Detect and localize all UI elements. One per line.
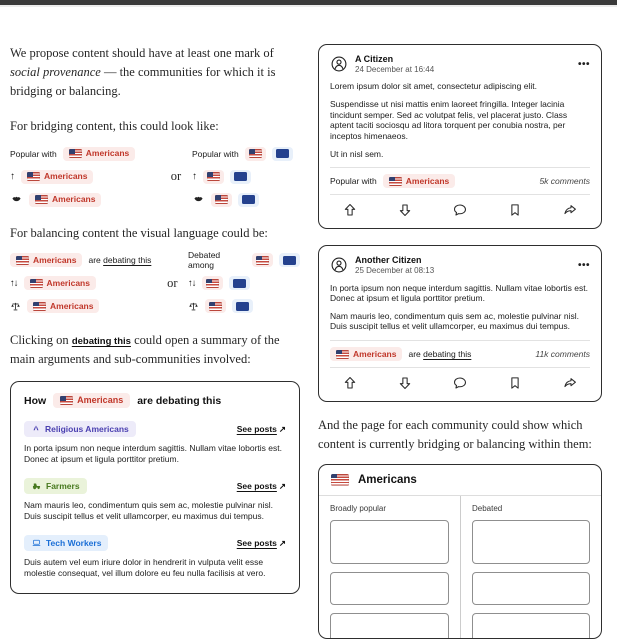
post-menu-dots-icon[interactable]: •••	[577, 259, 590, 271]
share-icon[interactable]	[562, 202, 578, 218]
us-flag-badge[interactable]	[202, 276, 223, 290]
upvote-icon[interactable]	[342, 202, 358, 218]
avatar-person-icon[interactable]	[330, 256, 348, 274]
post-menu-dots-icon[interactable]: •••	[577, 58, 590, 70]
debating-this-link[interactable]: debating this	[103, 255, 152, 266]
external-link-arrow-icon: ↗	[278, 423, 286, 434]
us-flag-icon	[27, 172, 40, 181]
laptop-icon	[31, 538, 42, 548]
us-flag-icon	[16, 256, 29, 265]
balancing-examples-flags	[188, 250, 300, 314]
eu-flag-badge[interactable]	[272, 147, 293, 161]
us-flag-icon	[60, 396, 73, 405]
popular-with-label: Popular with	[192, 148, 239, 159]
us-flag-icon	[207, 172, 220, 181]
up-down-arrows-icon: ↑↓	[188, 277, 196, 289]
upvote-icon[interactable]	[342, 375, 358, 391]
or-separator: or	[170, 169, 182, 184]
share-icon[interactable]	[562, 375, 578, 391]
up-arrow-icon: ↑	[10, 170, 15, 182]
debating-this-link[interactable]: debating this	[423, 349, 472, 360]
intro-text: We propose content should have at least one mark of	[10, 46, 274, 60]
americans-badge[interactable]: Americans	[21, 170, 93, 184]
us-flag-icon	[35, 195, 48, 204]
us-flag-icon	[33, 302, 46, 311]
example-updown-americans	[10, 276, 157, 291]
popular-with-label: Popular with	[10, 148, 57, 159]
example-upvote-flags	[192, 169, 293, 184]
religious-americans-chip[interactable]: Religious Americans	[24, 421, 136, 437]
content-placeholder-box	[472, 520, 590, 564]
bridging-examples-named	[10, 146, 160, 207]
bridging-examples	[10, 146, 300, 207]
bookmark-icon[interactable]	[507, 375, 523, 391]
clicking-paragraph: Clicking on debating this could open a summary of the main arguments and sub-communities involved:	[10, 332, 280, 366]
americans-badge[interactable]: Americans	[29, 193, 101, 207]
intro-paragraph	[10, 44, 300, 100]
tractor-icon	[31, 481, 42, 491]
eu-flag-badge[interactable]	[279, 253, 300, 267]
post-actions-bar	[330, 194, 590, 224]
us-flag-badge[interactable]	[203, 170, 224, 184]
broadly-popular-column	[319, 496, 460, 639]
up-arrow-icon: ↑	[192, 170, 197, 182]
comment-icon[interactable]	[452, 375, 468, 391]
bookmark-icon[interactable]	[507, 202, 523, 218]
popular-with-label: Popular with	[330, 176, 377, 187]
eu-flag-icon	[233, 279, 246, 288]
comment-icon[interactable]	[452, 202, 468, 218]
example-debated-among	[188, 250, 300, 271]
see-posts-link[interactable]: See posts ↗	[236, 423, 286, 435]
section-summary-text: In porta ipsum non neque interdum sagittis. Nullam vitae lobortis est. Donec at ipsum et ligula porttitor pretium.	[24, 443, 282, 465]
content-placeholder-box	[330, 520, 449, 564]
americans-badge[interactable]: Americans	[10, 253, 82, 267]
intro-text-end: — the communities for which it is bridging or balancing.	[10, 64, 276, 98]
example-updown-flags	[188, 276, 300, 291]
eu-flag-badge[interactable]	[232, 299, 253, 313]
see-posts-link[interactable]: See posts ↗	[236, 480, 286, 492]
us-flag-badge[interactable]	[252, 253, 273, 267]
us-flag-badge[interactable]	[245, 147, 266, 161]
debated-column	[460, 496, 601, 639]
are-debating-text: are debating this	[88, 255, 152, 266]
americans-badge[interactable]: Americans	[63, 147, 135, 161]
us-flag-icon	[215, 195, 228, 204]
us-flag-icon	[209, 302, 222, 311]
us-flag-icon	[256, 256, 269, 265]
us-flag-icon	[30, 279, 43, 288]
comments-count[interactable]: 11k comments	[535, 349, 590, 360]
subcommunity-section-religious	[24, 421, 286, 465]
example-scale-flags	[188, 299, 300, 314]
summary-card-title: How Americans are debating this	[24, 394, 222, 407]
window-top-bar	[0, 0, 617, 7]
subcommunity-section-tech-workers	[24, 535, 286, 579]
post-card-a-citizen	[318, 44, 602, 229]
right-column	[318, 44, 602, 639]
us-flag-icon	[206, 279, 219, 288]
us-flag-badge[interactable]	[211, 193, 232, 207]
americans-badge[interactable]: Americans	[53, 393, 130, 408]
section-summary-text: Nam mauris leo, condimentum quis sem ac, molestie pulvinar nisl. Duis suscipit tellus et velit ullamcorper, eu maximus dui tempus.	[24, 500, 273, 522]
post-timestamp: 24 December at 16:44	[355, 64, 435, 74]
us-flag-icon	[249, 149, 262, 158]
post-author[interactable]: A Citizen	[355, 54, 394, 64]
post-provenance-row	[330, 167, 590, 194]
post-provenance-row	[330, 340, 590, 367]
bridging-examples-flags	[192, 146, 293, 207]
debating-this-link[interactable]: debating this	[71, 335, 131, 347]
eu-flag-icon	[283, 256, 296, 265]
example-handshake-americans	[10, 192, 160, 207]
community-card-header	[319, 465, 601, 496]
us-flag-badge[interactable]	[205, 299, 226, 313]
example-scale-americans	[10, 299, 157, 314]
farmers-chip[interactable]: Farmers	[24, 478, 87, 494]
external-link-arrow-icon: ↗	[278, 537, 286, 548]
intro-emphasis: social provenance	[10, 64, 101, 79]
handshake-icon	[10, 194, 23, 205]
us-flag-icon	[389, 177, 402, 186]
us-flag-icon	[336, 350, 349, 359]
post-body: Lorem ipsum dolor sit amet, consectetur adipiscing elit. Suspendisse ut nisi mattis enim laoreet fringilla. Integer lacinia tincidunt semper. Sed ac volutpat felis, vel placerat justo. Class aptent taciti sociosqu ad litora torquent per conubia nostra, per inceptos himenaeos. Ut in nisl sem.	[330, 81, 568, 159]
community-page-card	[318, 464, 602, 639]
eu-flag-badge[interactable]	[238, 193, 259, 207]
americans-badge[interactable]: Americans	[24, 276, 96, 290]
post-author[interactable]: Another Citizen	[355, 255, 422, 266]
post-body: In porta ipsum non neque interdum sagittis. Nullam vitae lobortis est. Donec at ipsum et ligula porttitor pretium. Nam mauris leo, condimentum quis sem ac, molestie pulvinar nisl. Duis suscipit tellus et velit ullamcorper, eu maximus dui tempus.	[330, 282, 588, 332]
downvote-icon[interactable]	[397, 202, 413, 218]
up-down-arrows-icon: ↑↓	[10, 277, 18, 289]
americans-badge[interactable]: Americans	[27, 299, 99, 313]
post-card-another-citizen	[318, 245, 602, 402]
downvote-icon[interactable]	[397, 375, 413, 391]
balance-scale-icon	[188, 301, 199, 312]
see-posts-link[interactable]: See posts ↗	[236, 537, 286, 549]
example-popular-with-flags	[192, 146, 293, 161]
community-name: Americans	[358, 473, 417, 486]
us-flag-icon	[69, 149, 82, 158]
example-handshake-flags	[192, 192, 293, 207]
example-americans-debating	[10, 253, 157, 268]
eu-flag-badge[interactable]	[230, 170, 251, 184]
balancing-examples	[10, 250, 300, 314]
left-column	[10, 40, 300, 594]
eu-flag-icon	[234, 172, 247, 181]
eu-flag-icon	[276, 149, 289, 158]
example-popular-with-americans	[10, 146, 160, 161]
avatar-person-icon[interactable]	[330, 55, 348, 73]
balance-scale-icon	[10, 301, 21, 312]
us-flag-icon	[331, 474, 349, 486]
post-actions-bar	[330, 367, 590, 397]
community-page-paragraph: And the page for each community could show which content is currently bridging or balancing within them:	[318, 418, 592, 451]
debate-summary-card	[10, 381, 300, 593]
praying-hands-icon	[31, 424, 41, 434]
eu-flag-icon	[242, 195, 255, 204]
balancing-heading: For balancing content the visual language could be:	[10, 226, 268, 240]
tech-workers-chip[interactable]: Tech Workers	[24, 535, 108, 551]
subcommunity-section-farmers	[24, 478, 286, 522]
are-debating-text: are debating this	[408, 349, 472, 360]
content-placeholder-box	[330, 613, 449, 639]
post-timestamp: 25 December at 08:13	[355, 265, 435, 275]
eu-flag-badge[interactable]	[229, 276, 250, 290]
handshake-icon	[192, 194, 205, 205]
external-link-arrow-icon: ↗	[278, 480, 286, 491]
americans-badge[interactable]: Americans	[383, 174, 455, 188]
content-placeholder-box	[472, 613, 590, 639]
example-upvote-americans	[10, 169, 160, 184]
debated-among-label: Debated among	[188, 250, 221, 271]
section-summary-text: Duis autem vel eum iriure dolor in hendrerit in vulputa velit esse molestie consequat, vel illum dolore eu feu nulla facilisis at vero.	[24, 557, 266, 579]
balancing-examples-named	[10, 253, 157, 314]
or-separator: or	[167, 275, 178, 290]
bridging-heading: For bridging content, this could look like:	[10, 119, 219, 134]
column-label: Debated	[472, 503, 503, 513]
eu-flag-icon	[236, 302, 249, 311]
column-label: Broadly popular	[330, 503, 387, 513]
comments-count[interactable]: 5k comments	[539, 176, 590, 187]
americans-badge[interactable]: Americans	[330, 347, 402, 361]
